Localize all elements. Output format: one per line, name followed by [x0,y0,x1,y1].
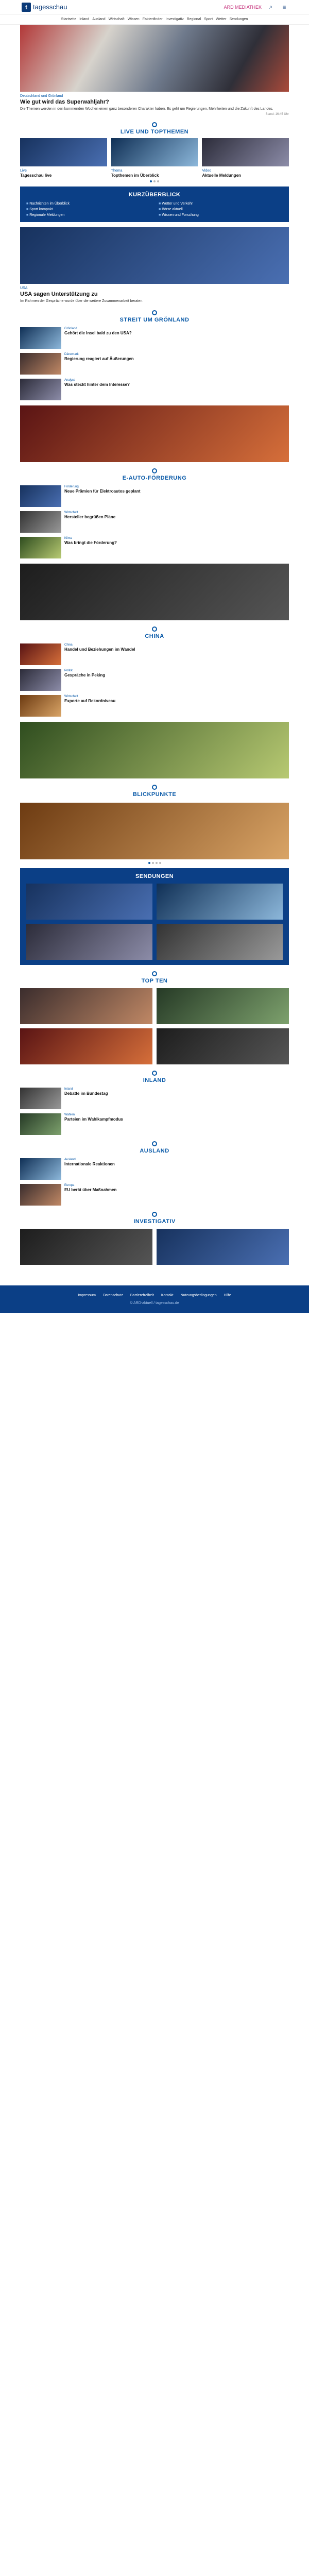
section-blickpunkte-label: BLICKPUNKTE [132,791,177,798]
list-item-headline: EU berät über Maßnahmen [64,1187,117,1192]
list-item-image [20,537,61,558]
section-pin-icon [152,1212,157,1217]
main-navigation [0,14,309,25]
nav-item-wirtschaft[interactable]: Wirtschaft [108,18,125,21]
list-item-image [20,643,61,665]
section-investigativ-label: INVESTIGATIV [133,1218,176,1225]
section-pin-icon [152,785,157,790]
section-gronland-label: STREIT UM GRÖNLAND [119,316,190,323]
list-item[interactable] [20,643,289,665]
list-item-kicker: Ausland [64,1158,76,1161]
main-content [20,25,289,1275]
brief-item[interactable]: ■ Regionale Meldungen [26,213,150,217]
list-item-kicker: Analyse [64,378,76,382]
blickpunkte-image[interactable] [20,803,289,859]
sendung-card[interactable] [26,924,152,960]
list-item[interactable] [20,485,289,507]
menu-icon[interactable]: ≡ [282,3,286,11]
list-item-headline: Internationale Reaktionen [64,1161,115,1166]
section-image [20,722,289,778]
nav-item-inland[interactable]: Inland [79,18,90,21]
feature-headline[interactable]: USA sagen Unterstützung zu [20,291,98,298]
topten-grid [20,988,289,1064]
section-inland-label: INLAND [143,1077,166,1083]
logo-mark-icon: t [22,3,31,12]
nav-item-wetter[interactable]: Wetter [216,18,227,21]
nav-item-faktenfinder[interactable]: Faktenfinder [142,18,163,21]
list-item-headline: Parteien im Wahlkampfmodus [64,1116,123,1122]
list-item-image [20,1113,61,1135]
list-item-image [20,1184,61,1206]
list-item-headline: Was bringt die Förderung? [64,540,117,545]
section-pin-icon [152,626,157,632]
nav-item-startseite[interactable]: Startseite [61,18,77,21]
list-item-image [20,353,61,375]
investigativ-card[interactable] [157,1229,289,1265]
live-card-kicker: Video [202,169,212,173]
list-item-headline: Gespräche in Peking [64,672,106,677]
section-china-title [20,626,289,639]
sendungen-block [20,868,289,965]
topten-card[interactable] [157,988,289,1024]
list-item-headline: Debatte im Bundestag [64,1091,108,1096]
list-item-image [20,511,61,533]
carousel-dots[interactable] [20,180,289,182]
section-pin-icon [152,310,157,315]
section-pin-icon [152,468,157,473]
section-ausland-title [20,1141,289,1154]
list-item-kicker: Dänemark [64,352,79,356]
feature-kicker: USA [20,286,28,291]
section-topten-title [20,971,289,984]
brief-item[interactable]: ■ Nachrichten im Überblick [26,202,150,206]
live-card-title: Tagesschau live [20,173,52,178]
section-pin-icon [152,1141,157,1146]
section-china-label: CHINA [145,633,164,639]
list-item-kicker: Klima [64,536,73,540]
list-item-kicker: Inland [64,1087,73,1091]
header-right [224,3,288,11]
list-item[interactable] [20,669,289,691]
live-card[interactable] [202,138,289,178]
live-carousel [20,138,289,178]
section-inland-title [20,1071,289,1083]
hero-headline[interactable]: Wie gut wird das Superwahljahr? [20,99,109,105]
list-item-image [20,1088,61,1109]
footer-link-hilfe[interactable]: Hilfe [224,1293,231,1297]
section-topten-label: TOP TEN [141,977,168,984]
live-card[interactable] [111,138,198,178]
list-item-kicker: China [64,643,73,647]
live-card-image [202,138,289,166]
top-bar [0,0,309,14]
list-item-headline: Gehört die Insel bald zu den USA? [64,330,132,335]
live-card-kicker: Thema [111,169,123,173]
footer-link-kontakt[interactable]: Kontakt [161,1293,174,1297]
list-item-headline: Regierung reagiert auf Äußerungen [64,356,134,361]
logo-text: tagesschau [33,3,67,11]
nav-item-sport[interactable]: Sport [204,18,213,21]
sendungen-grid [26,884,283,960]
list-item-kicker: Politik [64,669,73,672]
list-item-headline: Hersteller begrüßen Pläne [64,514,116,519]
mediathek-link[interactable]: ARD MEDIATHEK [224,4,262,10]
section-image [20,405,289,462]
list-item-kicker: Wahlen [64,1113,75,1116]
nav-item-ausland[interactable]: Ausland [92,18,106,21]
hero-teaser-text: Die Themen werden in den kommenden Wochen einen ganz besonderen Charakter haben. Es geht um Regierungen, Mehrheiten und die Zukunft des Landes. [20,107,273,111]
section-pin-icon [152,1071,157,1076]
nav-item-regional[interactable]: Regional [186,18,201,21]
list-item[interactable] [20,511,289,533]
list-item-kicker: Wirtschaft [64,694,78,698]
brief-title: KURZÜBERBLICK [128,192,181,198]
nav-item-investigativ[interactable]: Investigativ [165,18,184,21]
list-item-kicker: Grönland [64,327,77,330]
hero-teaser[interactable] [20,25,289,116]
sendung-card[interactable] [157,884,283,920]
nav-item-sendungen[interactable]: Sendungen [229,18,248,21]
section-auto-title [20,468,289,481]
sendung-card[interactable] [157,924,283,960]
feature-teaser[interactable] [20,227,289,303]
live-card[interactable] [20,138,107,178]
live-card-image [20,138,107,166]
live-card-title: Aktuelle Meldungen [202,173,241,178]
list-item-kicker: Europa [64,1183,75,1187]
list-item[interactable] [20,537,289,558]
brief-item[interactable]: ■ Wissen und Forschung [159,213,283,217]
list-item[interactable] [20,1184,289,1206]
live-card-title: Topthemen im Überblick [111,173,159,178]
feature-image [20,227,289,284]
list-item[interactable] [20,353,289,375]
brief-item[interactable]: ■ Wetter und Verkehr [159,202,283,206]
hero-kicker: Deutschland und Grönland [20,94,63,98]
section-investigativ-title [20,1212,289,1225]
footer-link-impressum[interactable]: Impressum [78,1293,96,1297]
footer-link-barrierefreiheit[interactable]: Barrierefreiheit [130,1293,154,1297]
investigativ-card[interactable] [20,1229,152,1265]
nav-item-wissen[interactable]: Wissen [127,18,140,21]
topten-card[interactable] [20,1028,152,1064]
brief-item[interactable]: ■ Börse aktuell [159,208,283,211]
list-item[interactable] [20,1088,289,1109]
hero-image [20,25,289,92]
section-live-title [20,122,289,135]
hero-meta: Stand: 16:45 Uhr [265,113,289,116]
list-item-image [20,327,61,349]
sendungen-title: SENDUNGEN [135,873,174,879]
live-card-image [111,138,198,166]
brief-list [26,202,283,217]
footer-links [21,1294,288,1297]
list-item[interactable] [20,1113,289,1135]
footer [0,1285,309,1313]
section-pin-icon [152,971,157,976]
search-icon[interactable]: ⌕ [269,3,273,10]
list-item-headline: Exporte auf Rekordniveau [64,698,116,703]
topten-card[interactable] [20,988,152,1024]
list-item-kicker: Förderung [64,485,79,488]
footer-link-datenschutz[interactable]: Datenschutz [102,1293,123,1297]
list-item[interactable] [20,1158,289,1180]
list-item[interactable] [20,327,289,349]
section-live-label: LIVE UND TOPTHEMEN [120,129,189,135]
section-gronland-title [20,310,289,323]
investigativ-grid [20,1229,289,1265]
list-item-image [20,1158,61,1180]
footer-link-nutzungsbedingungen[interactable]: Nutzungsbedingungen [180,1293,217,1297]
section-blickpunkte-title [20,785,289,798]
live-card-kicker: Live [20,169,27,173]
feature-teaser-text: Im Rahmen der Gespräche wurde über die weitere Zusammenarbeit beraten. [20,299,144,303]
list-item-headline: Neue Prämien für Elektroautos geplant [64,488,141,494]
brief-block [20,187,289,222]
list-item-image [20,485,61,507]
list-item-kicker: Wirtschaft [64,511,78,514]
list-item-image [20,669,61,691]
list-item[interactable] [20,379,289,400]
list-item-headline: Handel und Beziehungen im Wandel [64,647,135,652]
section-pin-icon [152,122,157,127]
topten-card[interactable] [157,1028,289,1064]
carousel-dots[interactable] [20,862,289,864]
section-ausland-label: AUSLAND [140,1147,169,1154]
logo[interactable] [22,3,67,12]
list-item[interactable] [20,695,289,717]
list-item-image [20,379,61,400]
list-item-headline: Was steckt hinter dem Interesse? [64,382,130,387]
sendung-card[interactable] [26,884,152,920]
section-auto-label: E-AUTO-FÖRDERUNG [122,474,187,481]
list-item-image [20,695,61,717]
section-image [20,564,289,620]
copyright: © ARD-aktuell / tagesschau.de [130,1301,179,1305]
brief-item[interactable]: ■ Sport kompakt [26,208,150,211]
